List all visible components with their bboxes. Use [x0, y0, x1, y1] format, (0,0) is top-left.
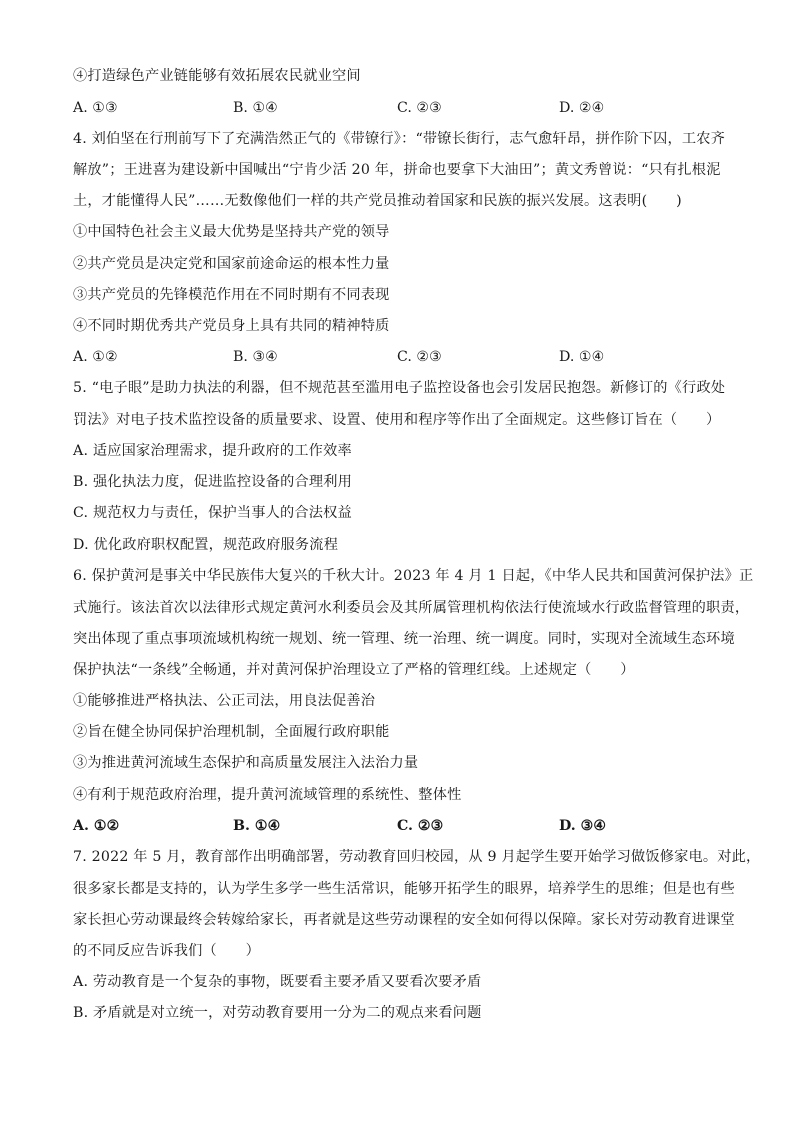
- q4-options: [73, 347, 733, 367]
- q4-item-4: ④不同时期优秀共产党员身上具有共同的精神特质: [73, 318, 390, 334]
- q5-stem-line-1: 5. “电子眼”是助力执法的利器，但不规范甚至滥用电子监控设备也会引发居民抱怨。新修订的《行政处: [73, 380, 726, 396]
- q3-options: [73, 98, 733, 118]
- q6-stem-line-3: 突出体现了重点事项流域机构统一规划、统一管理、统一治理、统一调度。同时，实现对全流域生态环境: [73, 631, 735, 647]
- q5-option-b[interactable]: B. 强化执法力度，促进监控设备的合理利用: [73, 474, 353, 490]
- q6-options: [73, 816, 733, 836]
- q5-option-c[interactable]: C. 规范权力与责任，保护当事人的合法权益: [73, 505, 352, 521]
- q6-item-3: ③为推进黄河流域生态保护和高质量发展注入法治力量: [73, 755, 419, 771]
- q6-item-1: ①能够推进严格执法、公正司法，用良法促善治: [73, 693, 376, 709]
- q4-item-1: ①中国特色社会主义最大优势是坚持共产党的领导: [73, 224, 390, 240]
- q6-option-b[interactable]: B. ①④: [233, 818, 281, 834]
- q4-item-2: ②共产党员是决定党和国家前途命运的根本性力量: [73, 256, 390, 272]
- q6-stem-line-4: 保护执法“一条线”全畅通，并对黄河保护治理设立了严格的管理红线。上述规定（ ）: [73, 662, 635, 678]
- q4-option-c[interactable]: C. ②③: [397, 349, 442, 365]
- q5-option-a[interactable]: A. 适应国家治理需求，提升政府的工作效率: [73, 443, 352, 459]
- q7-stem-line-1: 7. 2022 年 5 月，教育部作出明确部署，劳动教育回归校园，从 9 月起学生要开始学习做饭修家电。对此，: [73, 849, 761, 865]
- q7-option-a[interactable]: A. 劳动教育是一个复杂的事物，既要看主要矛盾又要看次要矛盾: [73, 974, 482, 990]
- q5-option-d[interactable]: D. 优化政府职权配置，规范政府服务流程: [73, 537, 339, 553]
- q6-stem-line-2: 式施行。该法首次以法律形式规定黄河水利委员会及其所属管理机构依法行使流域水行政监督管理的职责，: [73, 600, 750, 616]
- q3-option-d[interactable]: D. ②④: [559, 100, 605, 116]
- q7-option-b[interactable]: B. 矛盾就是对立统一，对劳动教育要用一分为二的观点来看问题: [73, 1005, 482, 1021]
- q4-stem-line-1: 4. 刘伯坚在行刑前写下了充满浩然正气的《带镣行》：“带镣长街行，志气愈轩昂，拼作阶下囚，工农齐: [73, 131, 726, 147]
- q6-option-d[interactable]: D. ③④: [559, 818, 607, 834]
- q4-item-3: ③共产党员的先锋模范作用在不同时期有不同表现: [73, 287, 390, 303]
- q4-option-a[interactable]: A. ①②: [73, 349, 118, 365]
- q3-option-a[interactable]: A. ①③: [73, 100, 118, 116]
- q7-stem-line-3: 家长担心劳动课最终会转嫁给家长，再者就是这些劳动课程的安全如何得以保障。家长对劳动教育进课堂: [73, 912, 735, 928]
- q3-option-c[interactable]: C. ②③: [397, 100, 442, 116]
- q7-stem-line-4: 的不同反应告诉我们（ ）: [73, 943, 261, 959]
- q7-stem-line-2: 很多家长都是支持的，认为学生多学一些生活常识，能够开拓学生的眼界，培养学生的思维；但是也有些: [73, 881, 735, 897]
- q4-stem-line-3: 土，才能懂得人民”……无数像他们一样的共产党员推动着国家和民族的振兴发展。这表明( ): [73, 193, 682, 209]
- q6-option-c[interactable]: C. ②③: [397, 818, 444, 834]
- q6-item-2: ②旨在健全协同保护治理机制，全面履行政府职能: [73, 724, 390, 740]
- q3-item-4: ④打造绿色产业链能够有效拓展农民就业空间: [73, 68, 361, 84]
- q4-option-b[interactable]: B. ③④: [233, 349, 278, 365]
- q4-option-d[interactable]: D. ①④: [559, 349, 605, 365]
- q6-option-a[interactable]: A. ①②: [73, 818, 120, 834]
- q3-option-b[interactable]: B. ①④: [233, 100, 278, 116]
- q4-stem-line-2: 解放”；王进喜为建设新中国喊出“宁肯少活 20 年，拼命也要拿下大油田”；黄文秀曾说：“只有扎根泥: [73, 162, 721, 178]
- q6-item-4: ④有利于规范政府治理，提升黄河流域管理的系统性、整体性: [73, 787, 462, 803]
- q5-stem-line-2: 罚法》对电子技术监控设备的质量要求、设置、使用和程序等作出了全面规定。这些修订旨在（ ）: [73, 412, 721, 428]
- q6-stem-line-1: 6. 保护黄河是事关中华民族伟大复兴的千秋大计。2023 年 4 月 1 日起，《中华人民共和国黄河保护法》正: [73, 568, 754, 584]
